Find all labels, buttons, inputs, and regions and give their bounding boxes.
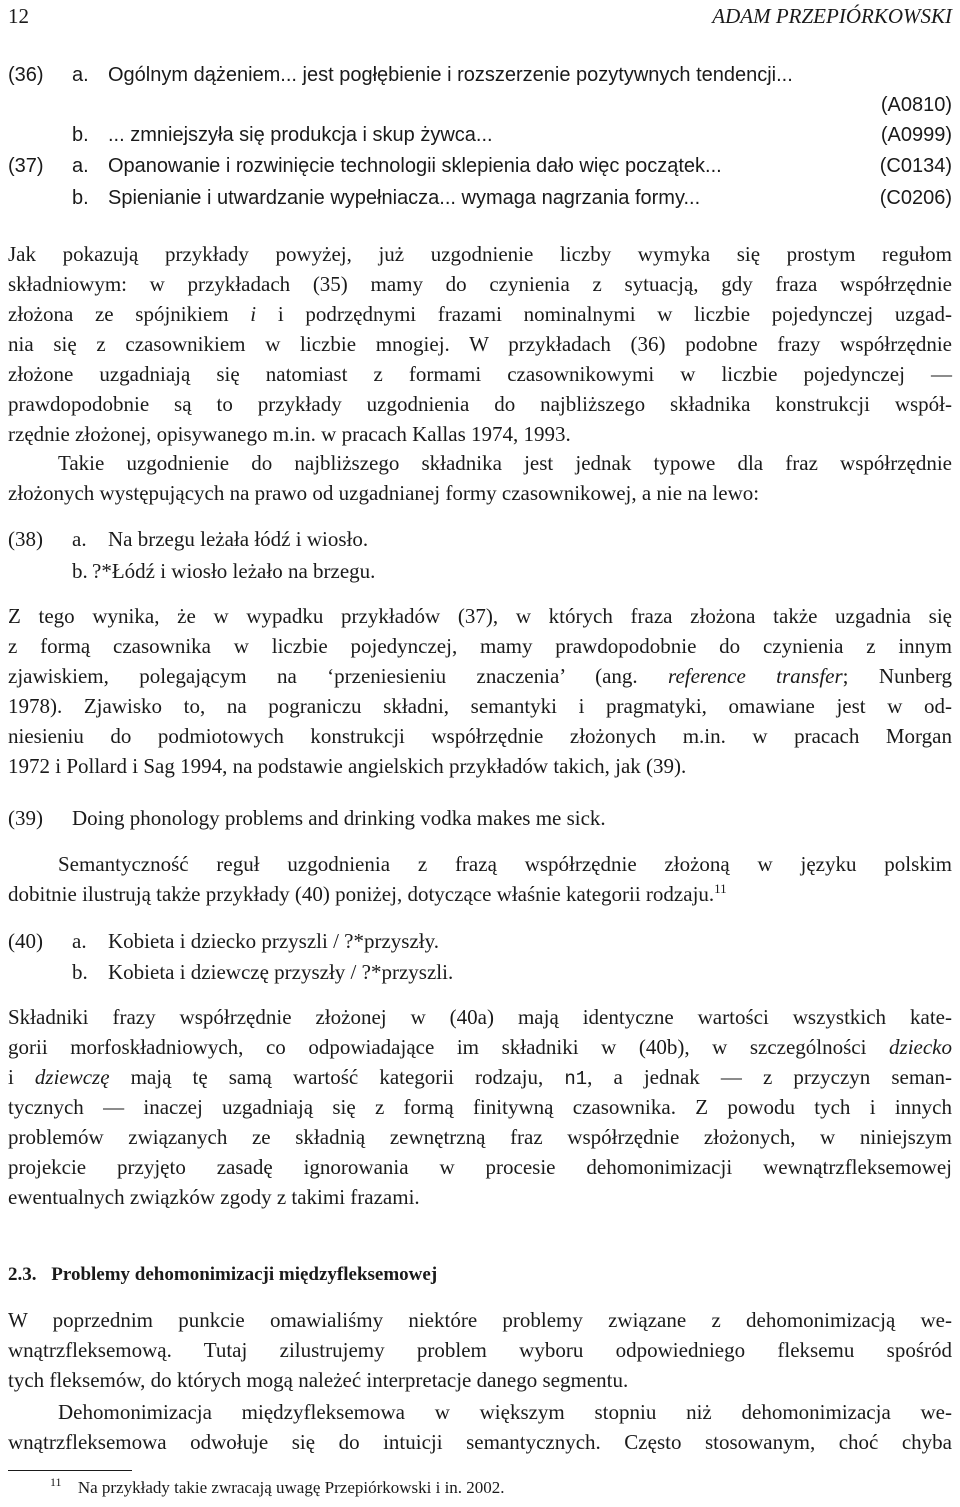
example-label-a: a. [72,527,87,551]
paragraph-2 [8,451,952,511]
text-line: złożone uzgadniają się natomiast z formami czasownikowymi w liczbie pojedynczej — [8,362,952,386]
text-line: 1972 i Pollard i Sag 1994, na podstawie angielskich przykładów takich, jak (39). [8,754,687,778]
text-line: Dehomonimizacja międzyfleksemowa w większym stopniu niż dehomonimizacja we- [58,1400,952,1424]
example-number: (37) [8,155,44,177]
example-label-b: b. [72,559,88,583]
text-line: wnątrzfleksemowa odwołuje się do intuicji semantycznych. Często stosowanym, choć chyba [8,1430,952,1454]
example-text-b: ?*Łódź i wiosło leżało na brzegu. [92,559,376,583]
example-label-a: a. [72,929,87,953]
text-line: problemów związanych ze składnią zewnętrzną fraz współrzędnie złożonych, w niniejszym [8,1125,952,1149]
text-line: gorii morfoskładniowych, co odpowiadające im składniki w (40b), w szczególności dziecko [8,1035,952,1059]
text-line: tych fleksemów, do których mogą należeć interpretacje danego segmentu. [8,1368,629,1392]
text-line: i dziewczę mają tę samą wartość kategorii rodzaju, n1, a jednak — z przyczyn seman- [8,1065,952,1090]
example-label-b: b. [72,187,89,209]
footnote-text: Na przykłady takie zwracają uwagę Przepiórkowski i in. 2002. [77,1478,505,1497]
emphasis: dziewczę [34,1065,110,1089]
text-line: W poprzednim punkcie omawialiśmy niektóre problemy związane z dehomonimizacją we- [8,1308,952,1332]
section-heading [8,1264,437,1286]
text-line: składniowym: w przykładach (35) mamy do czynienia z sytuacją, gdy fraza współrzędnie [8,272,952,296]
text-line: Takie uzgodnienie do najbliższego składnika jest jednak typowe dla fraz współrzędnie [58,451,952,475]
example-text-a: Ogólnym dążeniem... jest pogłębienie i rozszerzenie pozytywnych tendencji... [108,64,793,86]
page-number: 12 [8,4,29,28]
paragraph-4 [8,852,952,912]
footnote-number: 11 [50,1475,62,1489]
example-text-b: Kobieta i dziewczę przyszły / ?*przyszli. [108,960,454,984]
corpus-code: (C0206) [879,187,952,209]
example-number: (39) [8,806,43,830]
text-line: Z tego wynika, że w wypadku przykładów (37), w których fraza złożona także uzgadnia się [8,604,952,628]
text-line: nia się z czasownikiem w liczbie mnogiej. W przykładach (36) podobne frazy współrzędnie [8,332,952,356]
example-text: Doing phonology problems and drinking vodka makes me sick. [72,806,606,830]
text-line: Jak pokazują przykłady powyżej, już uzgodnienie liczby wymyka się prostym regułom [8,242,952,266]
example-text-b: Spienianie i utwardzanie wypełniacza... wymaga nagrzania formy... [108,187,701,209]
text-line: złożonych występujących na prawo od uzgadnianej formy czasownikowej, a nie na lewo: [8,481,760,505]
tag-value: n1 [564,1068,588,1090]
paragraph-3 [8,604,952,784]
text-line: rzędnie złożonej, opisywanego m.in. w pracach Kallas 1974, 1993. [8,422,571,446]
running-title: ADAM PRZEPIÓRKOWSKI [712,4,952,28]
corpus-code: (A0810) [880,94,952,116]
example-number: (38) [8,527,43,551]
corpus-code: (A0999) [880,124,952,146]
text-line: projekcie przyjęto zasadę ignorowania w procesie dehomonimizacji wewnątrzfleksemowej [8,1155,952,1179]
text-line: tycznych — inaczej uzgadniają się z formą finitywną czasownika. Z powodu tych i innych [8,1095,952,1119]
corpus-code: (C0134) [879,155,952,177]
example-label-a: a. [72,64,89,86]
example-number: (36) [8,64,44,86]
text-line: 1978). Zjawisko to, na pograniczu składni, semantyki i pragmatyki, omawiane jest w od- [8,694,952,718]
example-label-a: a. [72,155,89,177]
text-line: prawdopodobnie są to przykłady uzgodnienia do najbliższego składnika konstrukcji współ- [8,392,952,416]
footnote [50,1475,505,1498]
text-line: dobitnie ilustrują także przykłady (40) poniżej, dotyczące właśnie kategorii rodzaju.$^{11}$ [8,881,727,906]
emphasis: reference transfer [668,664,843,688]
text-line: Składniki frazy współrzędnie złożonej w (40a) mają identyczne wartości wszystkich kate- [8,1005,952,1029]
text-line: niesieniu do podmiotowych konstrukcji współrzędnie złożonych m.in. w pracach Morgan [8,724,952,748]
example-text-a: Kobieta i dziecko przyszli / ?*przyszły. [108,929,440,953]
text-line: ewentualnych związków zgody z takimi frazami. [8,1185,420,1209]
paragraph-5 [8,1005,952,1215]
example-label-b: b. [72,124,89,146]
section-number: 2.3. [8,1264,37,1285]
paragraph-7 [8,1400,952,1460]
text-line: złożona ze spójnikiem i i podrzędnymi frazami nominalnymi w liczbie pojedynczej uzgad- [8,302,952,326]
section-title: Problemy dehomonimizacji międzyfleksemowej [51,1264,438,1285]
footnote-rule [8,1470,132,1471]
text-line: zjawiskiem, polegającym na ‘przeniesieniu znaczenia’ (ang. reference transfer; Nunberg [8,664,952,688]
example-text-a: Na brzegu leżała łódź i wiosło. [108,527,369,551]
emphasis: dziecko [889,1035,952,1059]
paragraph-6 [8,1308,952,1398]
emphasis: i [250,302,257,326]
footnote-ref[interactable]: 11 [714,881,727,896]
example-label-b: b. [72,960,88,984]
text-line: wnątrzfleksemową. Tutaj zilustrujemy problem wyboru odpowiedniego fleksemu spośród [8,1338,952,1362]
example-text-a: Opanowanie i rozwinięcie technologii sklepienia dało więc początek... [108,155,722,177]
paragraph-1 [8,242,952,452]
example-number: (40) [8,929,43,953]
text-line: Semantyczność reguł uzgodnienia z frazą współrzędnie złożoną w języku polskim [58,852,952,876]
text-line: z formą czasownika w liczbie pojedynczej, mamy prawdopodobnie do czynienia z innym [8,634,952,658]
example-text-b: ... zmniejszyła się produkcja i skup żywca... [108,124,493,146]
